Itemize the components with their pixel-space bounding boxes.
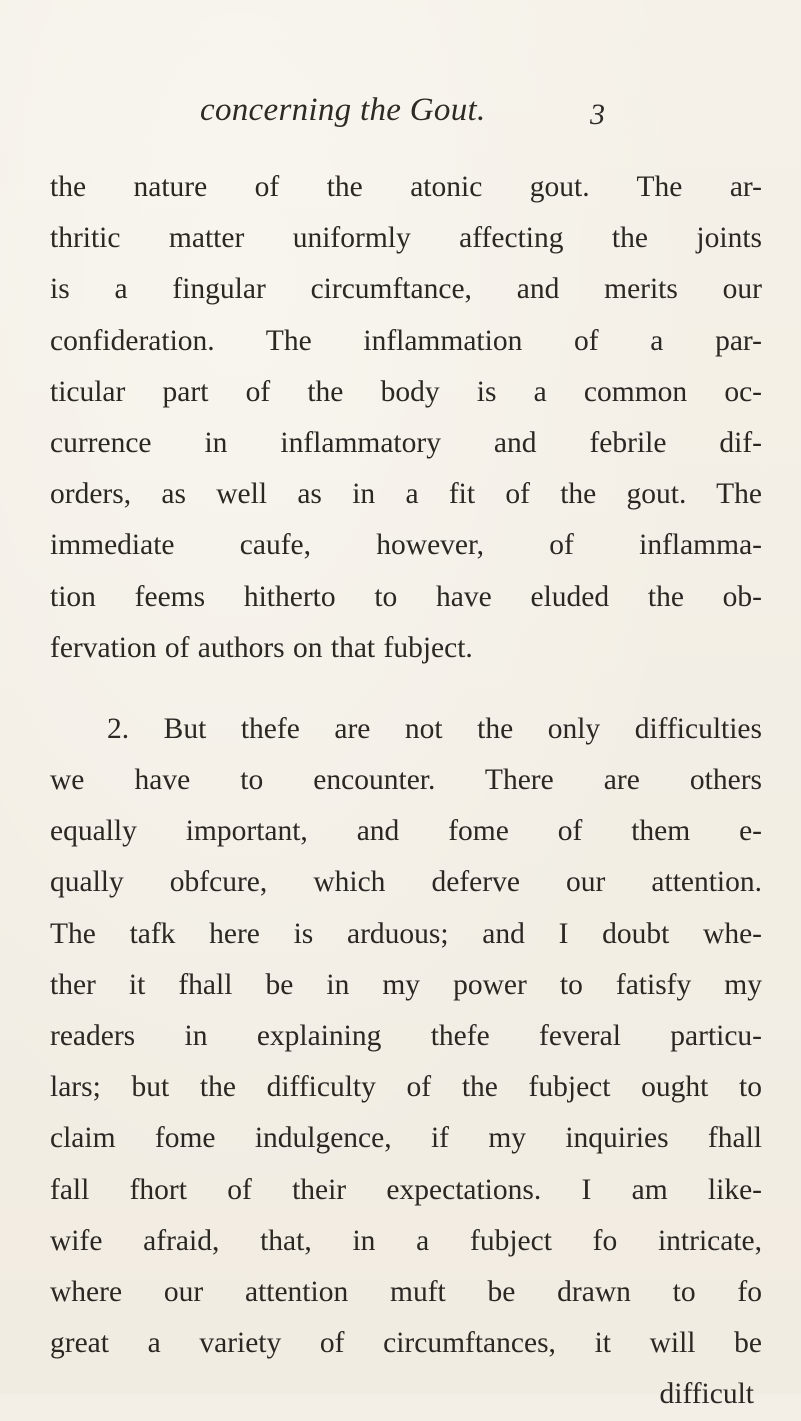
text-line: immediate caufe, however, of inflamma-	[50, 529, 762, 562]
running-head	[0, 92, 801, 142]
text-line: claim fome indulgence, if my inquiries fhall	[50, 1122, 762, 1155]
text-line: currence in inflammatory and febrile dif-	[50, 426, 762, 459]
paragraph-1	[50, 162, 762, 674]
text-line: readers in explaining thefe feveral particu-	[50, 1020, 762, 1052]
text-line: qually obfcure, which deferve our attention.	[50, 866, 762, 899]
text-line: 2. But thefe are not the only difficulties	[107, 712, 762, 745]
catchword: difficult	[659, 1378, 754, 1411]
text-line: fervation of authors on that fubject.	[50, 631, 473, 664]
text-line: wife afraid, that, in a fubject fo intricate,	[50, 1224, 762, 1257]
text-line: equally important, and fome of them e-	[50, 815, 762, 848]
text-line: thritic matter uniformly affecting the joints	[50, 222, 762, 255]
text-line: where our attention muft be drawn to fo	[50, 1275, 762, 1308]
text-line: orders, as well as in a fit of the gout. The	[50, 478, 762, 511]
text-line: tion feems hitherto to have eluded the ob-	[50, 580, 762, 613]
text-line: ticular part of the body is a common oc-	[50, 375, 762, 408]
text-line: we have to encounter. There are others	[50, 764, 762, 797]
text-line: the nature of the atonic gout. The ar-	[50, 171, 762, 203]
running-title: concerning the Gout.	[200, 92, 486, 128]
body-text	[50, 162, 762, 1421]
paragraph-2	[50, 704, 762, 1369]
page-number: 3	[590, 98, 605, 131]
paragraph-gap	[50, 674, 762, 704]
text-line: ther it fhall be in my power to fatisfy my	[50, 968, 762, 1001]
text-line: confideration. The inflammation of a par-	[50, 324, 762, 357]
text-line: is a fingular circumftance, and merits our	[50, 273, 762, 306]
text-line: lars; but the difficulty of the fubject ought to	[50, 1071, 762, 1104]
text-line: fall fhort of their expectations. I am like-	[50, 1173, 762, 1206]
text-line: great a variety of circumftances, it will be	[50, 1327, 762, 1360]
text-line: The tafk here is arduous; and I doubt whe-	[50, 917, 762, 950]
